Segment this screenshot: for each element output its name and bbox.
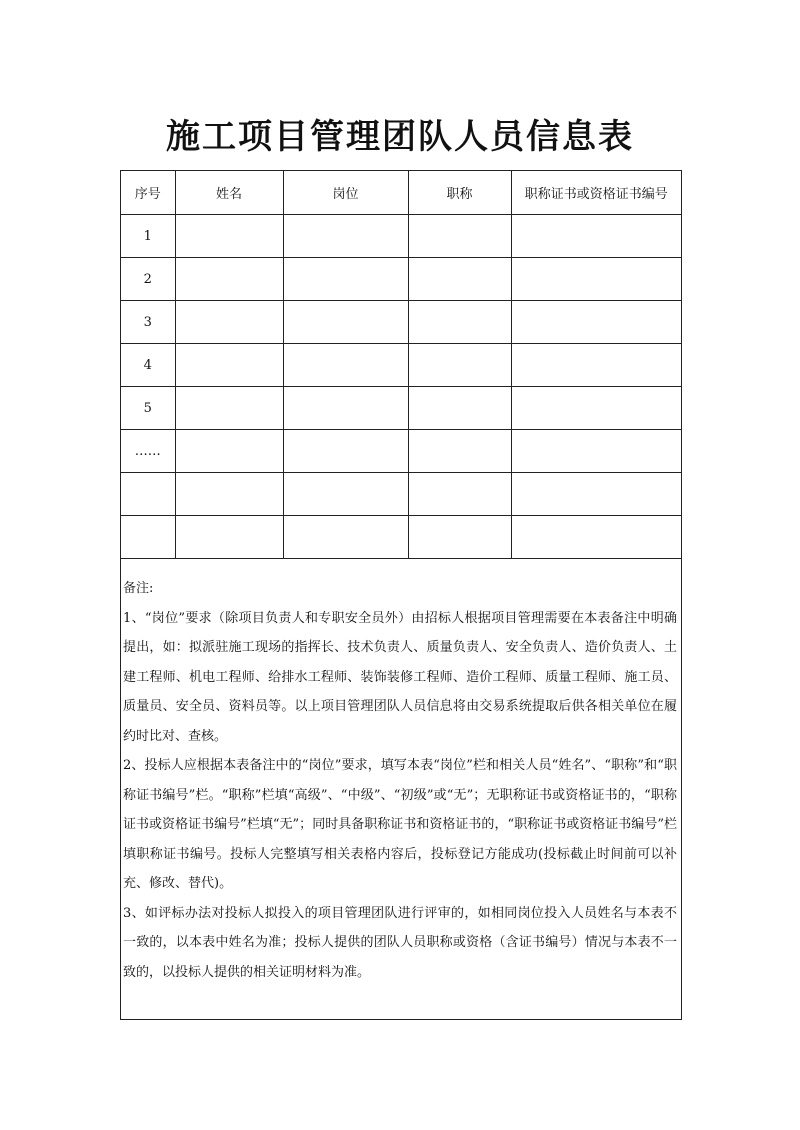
certificate-cell	[511, 473, 681, 516]
table-row	[121, 301, 681, 344]
remark-item-3: 3、如评标办法对投标人拟投入的项目管理团队进行评审的，如相同岗位投入人员姓名与本表不一致的，以本表中姓名为准；投标人提供的团队人员职称或资格（含证书编号）情况与本表不一致的，以投标人提供的相关证明材料为准。	[123, 905, 677, 980]
position-cell	[283, 430, 408, 473]
header-title: 职称	[408, 171, 511, 215]
row-index: 2	[121, 258, 175, 301]
table-row	[121, 473, 681, 516]
position-cell	[283, 516, 408, 559]
table-row	[121, 344, 681, 387]
row-index: 5	[121, 387, 175, 430]
position-cell	[283, 258, 408, 301]
certificate-cell	[511, 301, 681, 344]
position-cell	[283, 344, 408, 387]
table-row	[121, 215, 681, 258]
table-row	[121, 430, 681, 473]
certificate-cell	[511, 258, 681, 301]
title-cell	[408, 387, 511, 430]
title-cell	[408, 473, 511, 516]
name-cell	[175, 301, 283, 344]
title-cell	[408, 215, 511, 258]
table-row	[121, 387, 681, 430]
name-cell	[175, 344, 283, 387]
row-index: 1	[121, 215, 175, 258]
header-certificate-number: 职称证书或资格证书编号	[511, 171, 681, 215]
row-index: ……	[121, 430, 175, 473]
remarks-section	[121, 568, 681, 987]
name-cell	[175, 516, 283, 559]
remark-item-1: 1、“岗位”要求（除项目负责人和专职安全员外）由招标人根据项目管理需要在本表备注中明确提出，如：拟派驻施工现场的指挥长、技术负责人、质量负责人、安全负责人、造价负责人、土建工程师、机电工程师、给排水工程师、装饰装修工程师、造价工程师、质量工程师、施工员、质量员、安全员、资料员等。以上项目管理团队人员信息将由交易系统提取后供各相关单位在履约时比对、查核。	[123, 610, 677, 744]
certificate-cell	[511, 430, 681, 473]
table-row	[121, 516, 681, 559]
title-cell	[408, 258, 511, 301]
title-cell	[408, 301, 511, 344]
remarks-label: 备注:	[123, 581, 154, 596]
personnel-table	[121, 171, 681, 559]
row-index	[121, 516, 175, 559]
document-title: 施工项目管理团队人员信息表	[166, 117, 634, 157]
row-index: 4	[121, 344, 175, 387]
name-cell	[175, 258, 283, 301]
info-form	[120, 170, 682, 1020]
title-cell	[408, 516, 511, 559]
certificate-cell	[511, 516, 681, 559]
table-row	[121, 258, 681, 301]
title-cell	[408, 430, 511, 473]
row-index: 3	[121, 301, 175, 344]
name-cell	[175, 387, 283, 430]
name-cell	[175, 430, 283, 473]
header-index: 序号	[121, 171, 175, 215]
row-index	[121, 473, 175, 516]
certificate-cell	[511, 215, 681, 258]
name-cell	[175, 215, 283, 258]
title-cell	[408, 344, 511, 387]
header-name: 姓名	[175, 171, 283, 215]
position-cell	[283, 473, 408, 516]
header-position: 岗位	[283, 171, 408, 215]
certificate-cell	[511, 387, 681, 430]
remark-item-2: 2、投标人应根据本表备注中的“岗位”要求，填写本表“岗位”栏和相关人员“姓名”、“职称”和“职称证书编号”栏。“职称”栏填“高级”、“中级”、“初级”或“无”；无职称证书或资格证书的，“职称证书或资格证书编号”栏填“无”；同时具备职称证书和资格证书的，“职称证书或资格证书编号”栏填职称证书编号。投标人完整填写相关表格内容后，投标登记方能成功(投标截止时间前可以补充、修改、替代)。	[123, 758, 677, 891]
certificate-cell	[511, 344, 681, 387]
position-cell	[283, 301, 408, 344]
position-cell	[283, 387, 408, 430]
name-cell	[175, 473, 283, 516]
position-cell	[283, 215, 408, 258]
table-header-row	[121, 171, 681, 215]
